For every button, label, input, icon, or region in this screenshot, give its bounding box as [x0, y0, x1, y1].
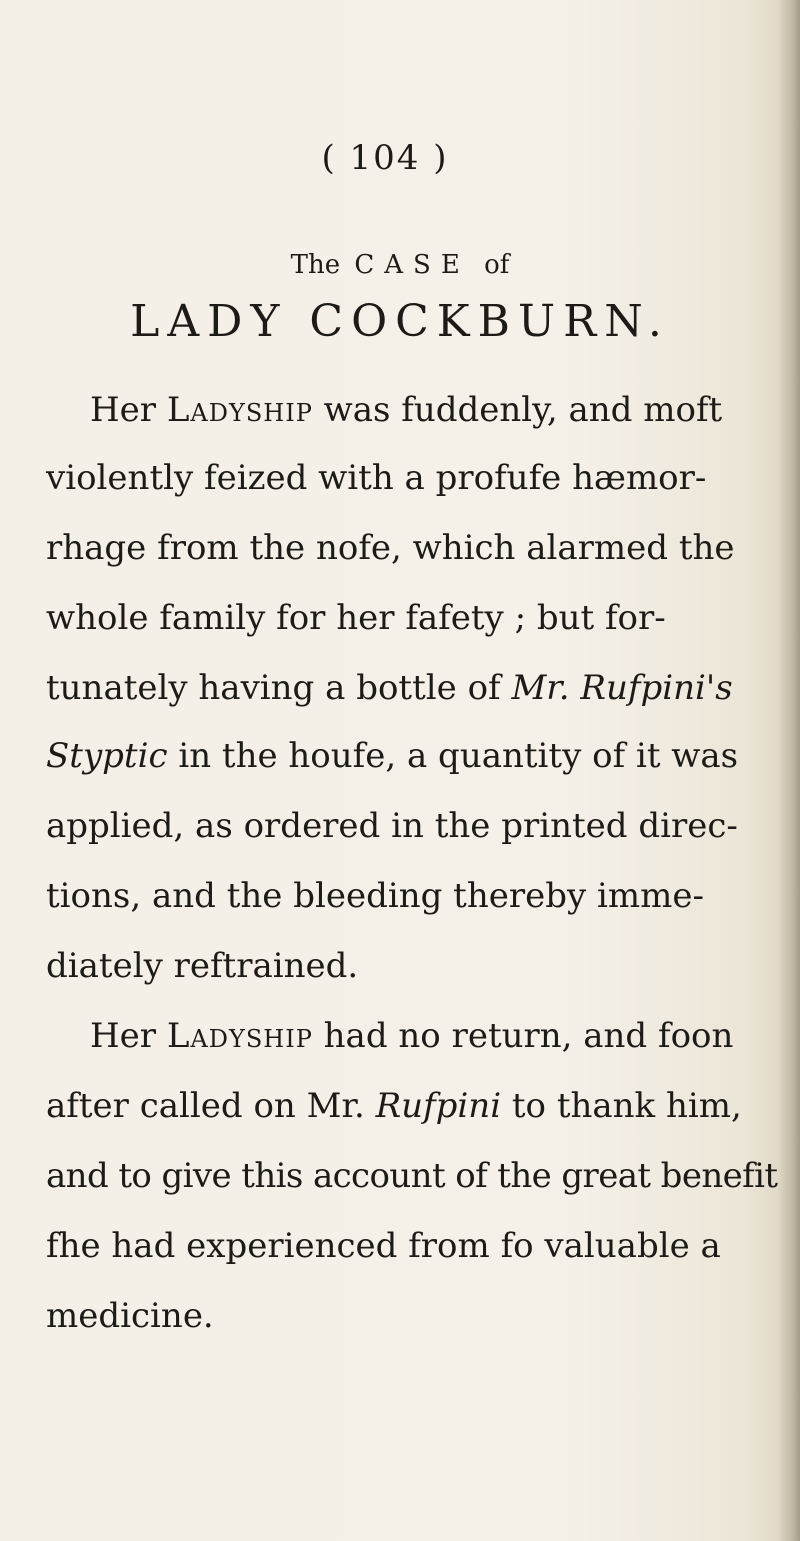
heading-case: CASE	[354, 250, 470, 280]
heading-title: LADY COCKBURN.	[130, 296, 670, 347]
paragraph2-line4: fhe had experienced from fo valuable a	[46, 1226, 721, 1266]
paragraph1-line9: diately reftrained.	[46, 946, 359, 986]
p1-line6-end: in the houfe, a quantity of it was	[167, 736, 739, 776]
p1-line5-start: tunately having a bottle of	[46, 668, 512, 708]
p1-rufpini: Mr. Rufpini's	[511, 668, 733, 708]
paragraph1-line6	[46, 738, 756, 774]
page-gutter-shadow	[778, 0, 800, 1541]
p2-ladyship: Ladyship	[166, 1016, 313, 1056]
paragraph1-line1	[90, 392, 800, 428]
paragraph2-line1	[90, 1018, 800, 1054]
paragraph2-line5: medicine.	[46, 1296, 214, 1336]
heading-of: of	[484, 250, 510, 280]
paragraph1-line2: violently feized with a profufe hæmor-	[46, 458, 707, 498]
p2-line1-start: Her	[90, 1016, 167, 1056]
heading-case-of	[0, 250, 800, 280]
paragraph2-line2	[46, 1088, 756, 1124]
paragraph1-line3: rhage from the nofe, which alarmed the	[46, 528, 735, 568]
p1-line1-end: was fuddenly, and moft	[312, 390, 723, 430]
p1-styptic: Styptic	[46, 736, 168, 776]
heading-the: The	[290, 250, 341, 280]
p2-line2-start: after called on Mr.	[46, 1086, 376, 1126]
p2-rufpini: Rufpini	[375, 1086, 502, 1126]
p1-line1-start: Her	[90, 390, 167, 430]
paragraph1-line8: tions, and the bleeding thereby imme-	[46, 876, 704, 916]
p2-line1-end: had no return, and foon	[312, 1016, 734, 1056]
page-number: ( 104 )	[321, 138, 449, 178]
paragraph1-line7: applied, as ordered in the printed direc-	[46, 806, 738, 846]
paragraph2-line3: and to give this account of the great benefit	[46, 1156, 778, 1196]
paragraph1-line4: whole family for her fafety ; but for-	[46, 598, 666, 638]
p2-line2-end: to thank him,	[501, 1086, 742, 1126]
p1-ladyship: Ladyship	[166, 390, 313, 430]
paragraph1-line5	[46, 670, 756, 706]
